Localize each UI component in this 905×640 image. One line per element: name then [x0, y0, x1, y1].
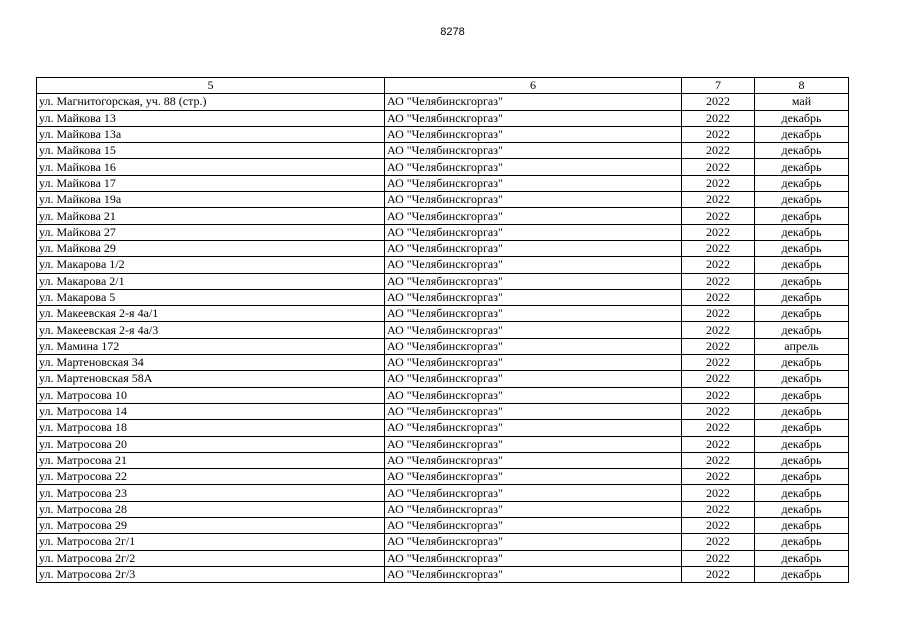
header-col-5: 5 — [37, 78, 385, 94]
year-cell: 2022 — [682, 452, 755, 468]
organization-cell: АО "Челябинскгоргаз" — [385, 289, 682, 305]
month-cell: декабрь — [755, 240, 849, 256]
month-cell: апрель — [755, 338, 849, 354]
address-cell: ул. Матросова 29 — [37, 518, 385, 534]
month-cell: декабрь — [755, 485, 849, 501]
address-cell: ул. Майкова 13 — [37, 110, 385, 126]
table-row — [37, 273, 849, 289]
year-cell: 2022 — [682, 257, 755, 273]
organization-cell: АО "Челябинскгоргаз" — [385, 126, 682, 142]
address-cell: ул. Матросова 20 — [37, 436, 385, 452]
organization-cell: АО "Челябинскгоргаз" — [385, 208, 682, 224]
table-row — [37, 566, 849, 582]
address-cell: ул. Майкова 19а — [37, 192, 385, 208]
organization-cell: АО "Челябинскгоргаз" — [385, 534, 682, 550]
table-row — [37, 257, 849, 273]
month-cell: май — [755, 94, 849, 110]
organization-cell: АО "Челябинскгоргаз" — [385, 550, 682, 566]
address-cell: ул. Майкова 13а — [37, 126, 385, 142]
organization-cell: АО "Челябинскгоргаз" — [385, 485, 682, 501]
month-cell: декабрь — [755, 289, 849, 305]
table-row — [37, 387, 849, 403]
address-cell: ул. Магнитогорская, уч. 88 (стр.) — [37, 94, 385, 110]
month-cell: декабрь — [755, 469, 849, 485]
year-cell: 2022 — [682, 501, 755, 517]
table-row — [37, 485, 849, 501]
table-row — [37, 355, 849, 371]
organization-cell: АО "Челябинскгоргаз" — [385, 159, 682, 175]
organization-cell: АО "Челябинскгоргаз" — [385, 452, 682, 468]
table-row — [37, 371, 849, 387]
table-row — [37, 338, 849, 354]
year-cell: 2022 — [682, 306, 755, 322]
month-cell: декабрь — [755, 159, 849, 175]
table-row — [37, 306, 849, 322]
month-cell: декабрь — [755, 420, 849, 436]
organization-cell: АО "Челябинскгоргаз" — [385, 469, 682, 485]
address-cell: ул. Мартеновская 58А — [37, 371, 385, 387]
year-cell: 2022 — [682, 273, 755, 289]
month-cell: декабрь — [755, 403, 849, 419]
address-cell: ул. Мартеновская 34 — [37, 355, 385, 371]
month-cell: декабрь — [755, 371, 849, 387]
address-cell: ул. Майкова 17 — [37, 175, 385, 191]
organization-cell: АО "Челябинскгоргаз" — [385, 403, 682, 419]
address-cell: ул. Майкова 29 — [37, 240, 385, 256]
table-row — [37, 94, 849, 110]
year-cell: 2022 — [682, 469, 755, 485]
year-cell: 2022 — [682, 338, 755, 354]
month-cell: декабрь — [755, 566, 849, 582]
month-cell: декабрь — [755, 110, 849, 126]
year-cell: 2022 — [682, 518, 755, 534]
table-row — [37, 110, 849, 126]
month-cell: декабрь — [755, 257, 849, 273]
schedule-table — [36, 77, 849, 583]
organization-cell: АО "Челябинскгоргаз" — [385, 110, 682, 126]
year-cell: 2022 — [682, 240, 755, 256]
month-cell: декабрь — [755, 501, 849, 517]
organization-cell: АО "Челябинскгоргаз" — [385, 387, 682, 403]
year-cell: 2022 — [682, 143, 755, 159]
organization-cell: АО "Челябинскгоргаз" — [385, 143, 682, 159]
organization-cell: АО "Челябинскгоргаз" — [385, 273, 682, 289]
address-cell: ул. Макарова 1/2 — [37, 257, 385, 273]
address-cell: ул. Майкова 15 — [37, 143, 385, 159]
year-cell: 2022 — [682, 420, 755, 436]
organization-cell: АО "Челябинскгоргаз" — [385, 175, 682, 191]
year-cell: 2022 — [682, 208, 755, 224]
organization-cell: АО "Челябинскгоргаз" — [385, 306, 682, 322]
year-cell: 2022 — [682, 550, 755, 566]
year-cell: 2022 — [682, 485, 755, 501]
month-cell: декабрь — [755, 306, 849, 322]
table-row — [37, 550, 849, 566]
address-cell: ул. Матросова 10 — [37, 387, 385, 403]
organization-cell: АО "Челябинскгоргаз" — [385, 192, 682, 208]
month-cell: декабрь — [755, 273, 849, 289]
page-number: 8278 — [440, 26, 465, 38]
year-cell: 2022 — [682, 175, 755, 191]
table-header — [37, 78, 849, 94]
address-cell: ул. Матросова 2г/2 — [37, 550, 385, 566]
table-row — [37, 240, 849, 256]
organization-cell: АО "Челябинскгоргаз" — [385, 240, 682, 256]
year-cell: 2022 — [682, 355, 755, 371]
table-row — [37, 224, 849, 240]
organization-cell: АО "Челябинскгоргаз" — [385, 566, 682, 582]
month-cell: декабрь — [755, 436, 849, 452]
year-cell: 2022 — [682, 387, 755, 403]
table-row — [37, 159, 849, 175]
address-cell: ул. Матросова 28 — [37, 501, 385, 517]
year-cell: 2022 — [682, 436, 755, 452]
header-col-7: 7 — [682, 78, 755, 94]
organization-cell: АО "Челябинскгоргаз" — [385, 420, 682, 436]
month-cell: декабрь — [755, 322, 849, 338]
month-cell: декабрь — [755, 452, 849, 468]
year-cell: 2022 — [682, 110, 755, 126]
address-cell: ул. Макеевская 2-я 4а/3 — [37, 322, 385, 338]
organization-cell: АО "Челябинскгоргаз" — [385, 501, 682, 517]
table-row — [37, 469, 849, 485]
organization-cell: АО "Челябинскгоргаз" — [385, 257, 682, 273]
table-row — [37, 436, 849, 452]
month-cell: декабрь — [755, 192, 849, 208]
organization-cell: АО "Челябинскгоргаз" — [385, 94, 682, 110]
table-row — [37, 208, 849, 224]
table-row — [37, 403, 849, 419]
month-cell: декабрь — [755, 550, 849, 566]
address-cell: ул. Матросова 14 — [37, 403, 385, 419]
address-cell: ул. Матросова 2г/3 — [37, 566, 385, 582]
year-cell: 2022 — [682, 289, 755, 305]
organization-cell: АО "Челябинскгоргаз" — [385, 338, 682, 354]
year-cell: 2022 — [682, 94, 755, 110]
organization-cell: АО "Челябинскгоргаз" — [385, 371, 682, 387]
month-cell: декабрь — [755, 126, 849, 142]
table-row — [37, 501, 849, 517]
organization-cell: АО "Челябинскгоргаз" — [385, 322, 682, 338]
year-cell: 2022 — [682, 534, 755, 550]
address-cell: ул. Матросова 2г/1 — [37, 534, 385, 550]
table-row — [37, 452, 849, 468]
table-row — [37, 175, 849, 191]
address-cell: ул. Макеевская 2-я 4а/1 — [37, 306, 385, 322]
month-cell: декабрь — [755, 224, 849, 240]
month-cell: декабрь — [755, 208, 849, 224]
table-row — [37, 289, 849, 305]
address-cell: ул. Матросова 18 — [37, 420, 385, 436]
table-row — [37, 322, 849, 338]
year-cell: 2022 — [682, 192, 755, 208]
month-cell: декабрь — [755, 534, 849, 550]
header-row — [37, 78, 849, 94]
table-row — [37, 126, 849, 142]
year-cell: 2022 — [682, 322, 755, 338]
year-cell: 2022 — [682, 403, 755, 419]
organization-cell: АО "Челябинскгоргаз" — [385, 518, 682, 534]
address-cell: ул. Матросова 21 — [37, 452, 385, 468]
month-cell: декабрь — [755, 518, 849, 534]
table-row — [37, 420, 849, 436]
year-cell: 2022 — [682, 159, 755, 175]
month-cell: декабрь — [755, 143, 849, 159]
month-cell: декабрь — [755, 387, 849, 403]
table-row — [37, 518, 849, 534]
address-cell: ул. Матросова 22 — [37, 469, 385, 485]
address-cell: ул. Майкова 16 — [37, 159, 385, 175]
month-cell: декабрь — [755, 175, 849, 191]
address-cell: ул. Макарова 5 — [37, 289, 385, 305]
month-cell: декабрь — [755, 355, 849, 371]
organization-cell: АО "Челябинскгоргаз" — [385, 436, 682, 452]
address-cell: ул. Майкова 27 — [37, 224, 385, 240]
header-col-6: 6 — [385, 78, 682, 94]
address-cell: ул. Майкова 21 — [37, 208, 385, 224]
table-row — [37, 534, 849, 550]
organization-cell: АО "Челябинскгоргаз" — [385, 355, 682, 371]
table-row — [37, 143, 849, 159]
header-col-8: 8 — [755, 78, 849, 94]
address-cell: ул. Матросова 23 — [37, 485, 385, 501]
year-cell: 2022 — [682, 126, 755, 142]
table-body — [37, 94, 849, 583]
organization-cell: АО "Челябинскгоргаз" — [385, 224, 682, 240]
year-cell: 2022 — [682, 566, 755, 582]
year-cell: 2022 — [682, 224, 755, 240]
year-cell: 2022 — [682, 371, 755, 387]
address-cell: ул. Макарова 2/1 — [37, 273, 385, 289]
table-row — [37, 192, 849, 208]
address-cell: ул. Мамина 172 — [37, 338, 385, 354]
